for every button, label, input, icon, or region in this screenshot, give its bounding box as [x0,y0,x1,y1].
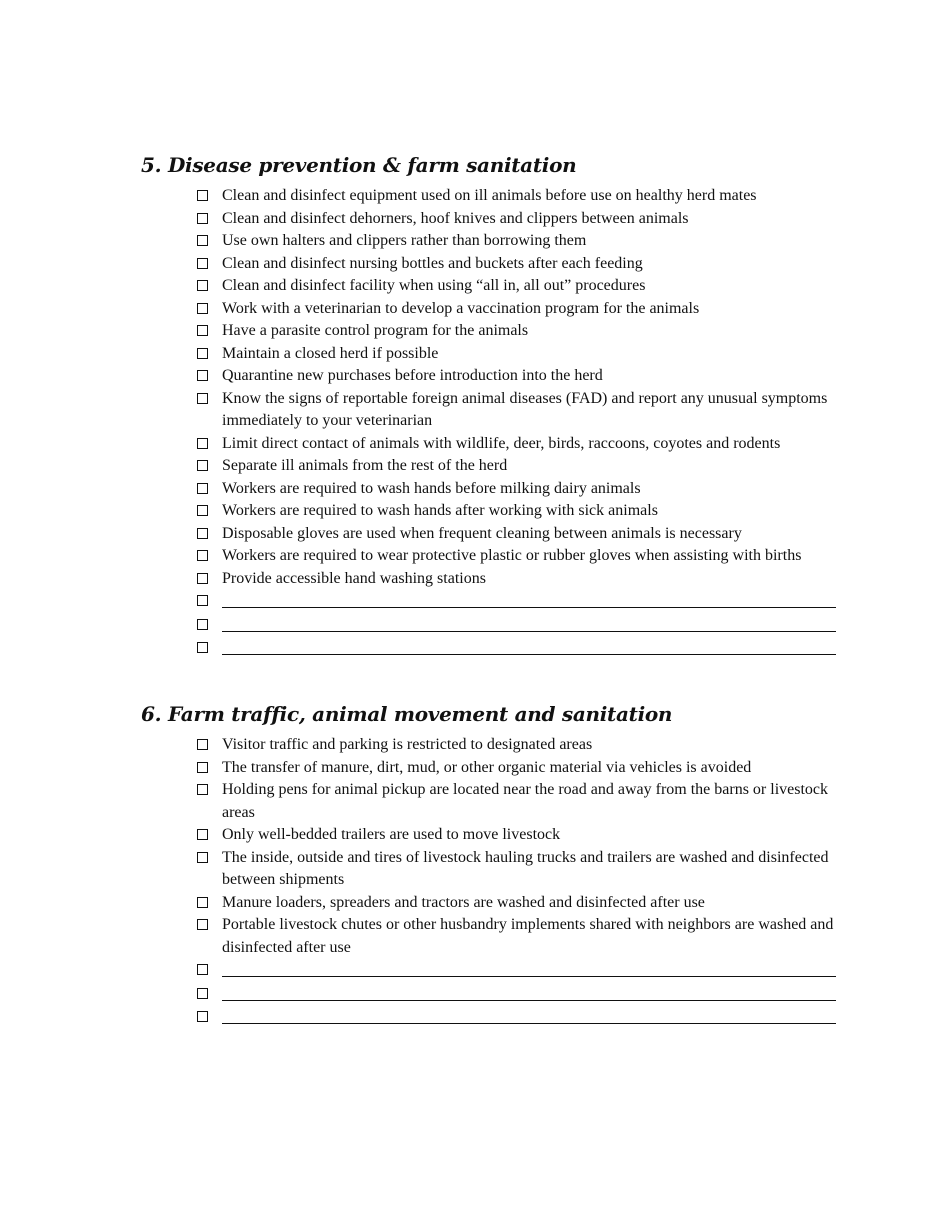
section-title: Disease prevention & farm sanitation [168,153,577,177]
checklist-item [197,433,841,456]
checklist-item-text: Use own halters and clippers rather than borrowing them [222,232,587,249]
checkbox[interactable] [197,190,208,201]
checklist-item [197,500,841,523]
checkbox[interactable] [197,964,208,975]
checklist-item [197,892,841,915]
checkbox[interactable] [197,1011,208,1022]
checkbox[interactable] [197,438,208,449]
blank-checklist-item [197,1006,841,1030]
checklist-item [197,298,841,321]
checklist-item-text: Holding pens for animal pickup are located near the road and away from the barns or livestock areas [222,781,829,821]
checklist-item [197,388,841,433]
checklist-item [197,523,841,546]
checklist-item-text: Clean and disinfect equipment used on ill animals before use on healthy herd mates [222,187,757,204]
checklist-item-text: Quarantine new purchases before introduction into the herd [222,367,603,384]
checklist-item-text: Clean and disinfect nursing bottles and buckets after each feeding [222,254,643,272]
checklist-item [197,847,841,892]
checklist-item-text: Separate ill animals from the rest of the herd [222,457,508,474]
section-number: 5. [141,153,162,177]
checklist-item [197,914,841,959]
checklist-item [197,455,841,478]
checkbox[interactable] [197,573,208,584]
checklist-item [197,545,841,568]
checkbox[interactable] [197,642,208,653]
blank-checklist-item [197,983,841,1007]
checkbox[interactable] [197,829,208,840]
checklist-item [197,478,841,501]
section-disease-prevention [141,152,841,661]
checkbox[interactable] [197,505,208,516]
checklist-item [197,275,841,298]
section-title: Farm traffic, animal movement and sanitation [168,702,673,726]
checkbox[interactable] [197,528,208,539]
checklist-item-text: Disposable gloves are used when frequent cleaning between animals is necessary [222,524,742,542]
checklist-item-text: Visitor traffic and parking is restricted to designated areas [222,736,593,753]
section-heading [141,152,841,178]
checklist-item-text: Maintain a closed herd if possible [222,344,439,362]
checkbox[interactable] [197,919,208,930]
checkbox[interactable] [197,550,208,561]
checklist-item-text: Clean and disinfect dehorners, hoof knives and clippers between animals [222,209,689,227]
checkbox[interactable] [197,784,208,795]
checkbox[interactable] [197,280,208,291]
section-farm-traffic [141,701,841,1030]
checklist-item [197,320,841,343]
checklist-item [197,365,841,388]
section-number: 6. [141,702,162,726]
checkbox[interactable] [197,393,208,404]
checkbox[interactable] [197,762,208,773]
checkbox[interactable] [197,370,208,381]
checkbox[interactable] [197,483,208,494]
checkbox[interactable] [197,595,208,606]
checkbox[interactable] [197,897,208,908]
checklist-item-text: The transfer of manure, dirt, mud, or other organic material via vehicles is avoided [222,758,752,776]
checklist [141,734,841,1030]
checkbox[interactable] [197,235,208,246]
checklist-item-text: Manure loaders, spreaders and tractors are washed and disinfected after use [222,893,705,911]
checklist-item-text: Provide accessible hand washing stations [222,569,486,587]
checklist-item [197,230,841,253]
checkbox[interactable] [197,325,208,336]
checkbox[interactable] [197,460,208,471]
checkbox[interactable] [197,988,208,999]
checklist-item-text: Workers are required to wear protective plastic or rubber gloves when assisting with births [222,547,802,564]
blank-write-in-line[interactable] [222,615,836,632]
blank-write-in-line[interactable] [222,638,836,655]
section-heading [141,701,841,727]
checklist-item-text: Have a parasite control program for the animals [222,322,529,339]
blank-write-in-line[interactable] [222,591,836,608]
checklist-item-text: Limit direct contact of animals with wildlife, deer, birds, raccoons, coyotes and rodents [222,434,781,452]
checklist-item [197,824,841,847]
checkbox[interactable] [197,258,208,269]
blank-checklist-item [197,637,841,661]
blank-checklist-item [197,959,841,983]
checklist-item [197,757,841,780]
checklist-item [197,185,841,208]
blank-checklist-item [197,590,841,614]
checkbox[interactable] [197,852,208,863]
checkbox[interactable] [197,213,208,224]
checklist-item-text: Workers are required to wash hands before milking dairy animals [222,479,641,497]
blank-write-in-line[interactable] [222,1007,836,1024]
blank-write-in-line[interactable] [222,960,836,977]
checklist-item [197,253,841,276]
checklist-item-text: Workers are required to wash hands after working with sick animals [222,502,658,519]
checklist-item-text: Know the signs of reportable foreign animal diseases (FAD) and report any unusual symptoms immediately to your veterinarian [222,389,828,429]
checklist-item [197,734,841,757]
checkbox[interactable] [197,303,208,314]
checklist-item-text: The inside, outside and tires of livestock hauling trucks and trailers are washed and disinfected between shipments [222,848,829,888]
checklist-item [197,208,841,231]
checkbox[interactable] [197,619,208,630]
checklist-item-text: Portable livestock chutes or other husbandry implements shared with neighbors are washed and disinfected after use [222,916,834,956]
checklist-item-text: Work with a veterinarian to develop a vaccination program for the animals [222,299,700,317]
blank-checklist-item [197,614,841,638]
checklist-item-text: Clean and disinfect facility when using “all in, all out” procedures [222,277,646,294]
checkbox[interactable] [197,348,208,359]
blank-write-in-line[interactable] [222,984,836,1001]
checklist [141,185,841,661]
checklist-item [197,568,841,591]
checklist-item-text: Only well-bedded trailers are used to move livestock [222,826,561,843]
checklist-item [197,343,841,366]
checklist-item [197,779,841,824]
checkbox[interactable] [197,739,208,750]
